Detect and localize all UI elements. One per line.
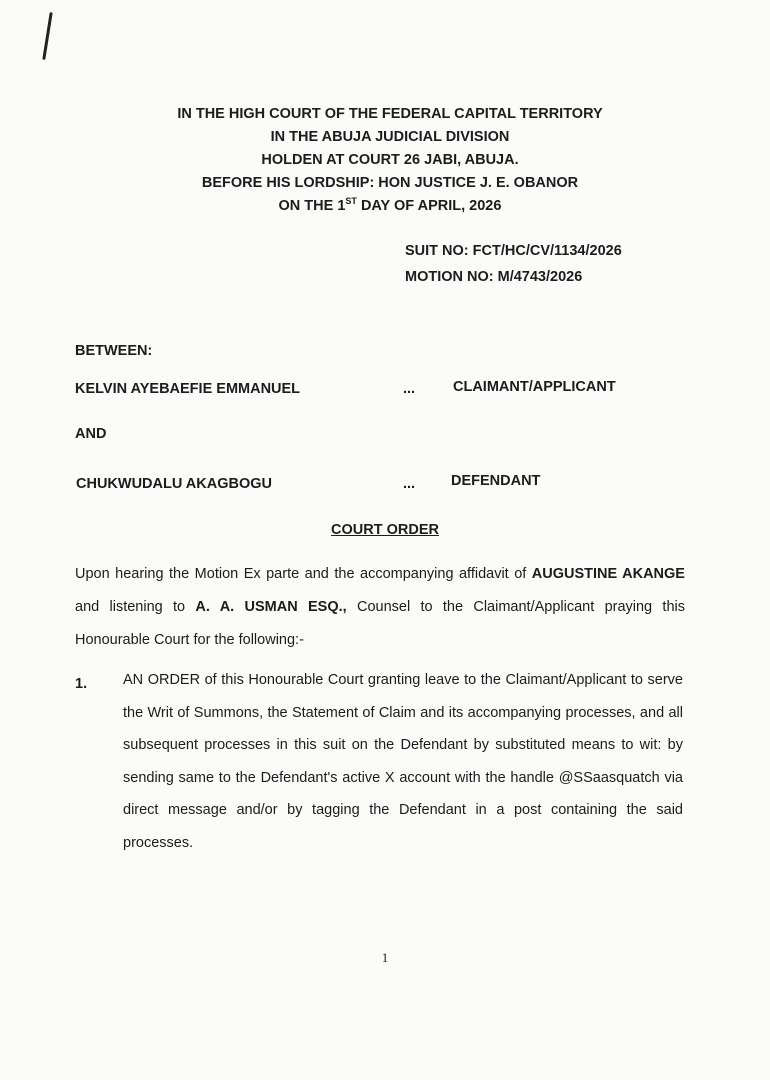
item-number: 1. [75, 676, 88, 692]
header-line: IN THE HIGH COURT OF THE FEDERAL CAPITAL TERRITORY [177, 106, 603, 122]
court-header [0, 103, 770, 218]
date-suffix: DAY OF APRIL, 2026 [356, 198, 502, 214]
claimant-role: CLAIMANT/APPLICANT [453, 379, 616, 395]
document-title: COURT ORDER [331, 522, 439, 538]
header-line: HOLDEN AT COURT 26 JABI, ABUJA. [261, 152, 519, 168]
date-prefix: ON THE 1 [278, 198, 346, 214]
intro-text: Upon hearing the Motion Ex parte and the accompanying affidavit of [75, 566, 532, 582]
suit-number: SUIT NO: FCT/HC/CV/1134/2026 [405, 243, 622, 259]
intro-paragraph [75, 558, 685, 657]
and-label: AND [75, 426, 107, 442]
intro-text: Counsel to the Claimant/Applicant praying this Honourable Court for the following:- [75, 599, 686, 648]
pen-stroke-mark [42, 12, 52, 60]
page-number: 1 [381, 950, 389, 965]
counsel-name: A. A. USMAN ESQ., [195, 599, 347, 615]
motion-number: MOTION NO: M/4743/2026 [405, 269, 583, 285]
defendant-name: CHUKWUDALU AKAGBOGU [76, 476, 272, 492]
header-line: BEFORE HIS LORDSHIP: HON JUSTICE J. E. OBANOR [201, 175, 579, 191]
claimant-name: KELVIN AYEBAEFIE EMMANUEL [75, 381, 301, 397]
order-item-text: AN ORDER of this Honourable Court granting leave to the Claimant/Applicant to serve the Writ of Summons, the Statement of Claim and its accompanying processes, and all subsequent processes in this suit on the Defendant by substituted means to wit: by sending same to the Defendant's active X account with the handle @SSaasquatch via direct message and/or by tagging the Defendant in a post containing the said processes. [123, 672, 683, 851]
between-label: BETWEEN: [75, 343, 153, 359]
defendant-dots: ... [403, 476, 416, 492]
deponent-name: AUGUSTINE AKANGE [531, 566, 685, 582]
header-line: IN THE ABUJA JUDICIAL DIVISION [270, 129, 510, 145]
header-date-line [10, 195, 770, 218]
intro-text: and listening to [75, 599, 196, 615]
defendant-role: DEFENDANT [451, 473, 541, 489]
claimant-dots: ... [403, 381, 416, 397]
suit-numbers [405, 238, 622, 290]
date-superscript: ST [345, 196, 357, 207]
